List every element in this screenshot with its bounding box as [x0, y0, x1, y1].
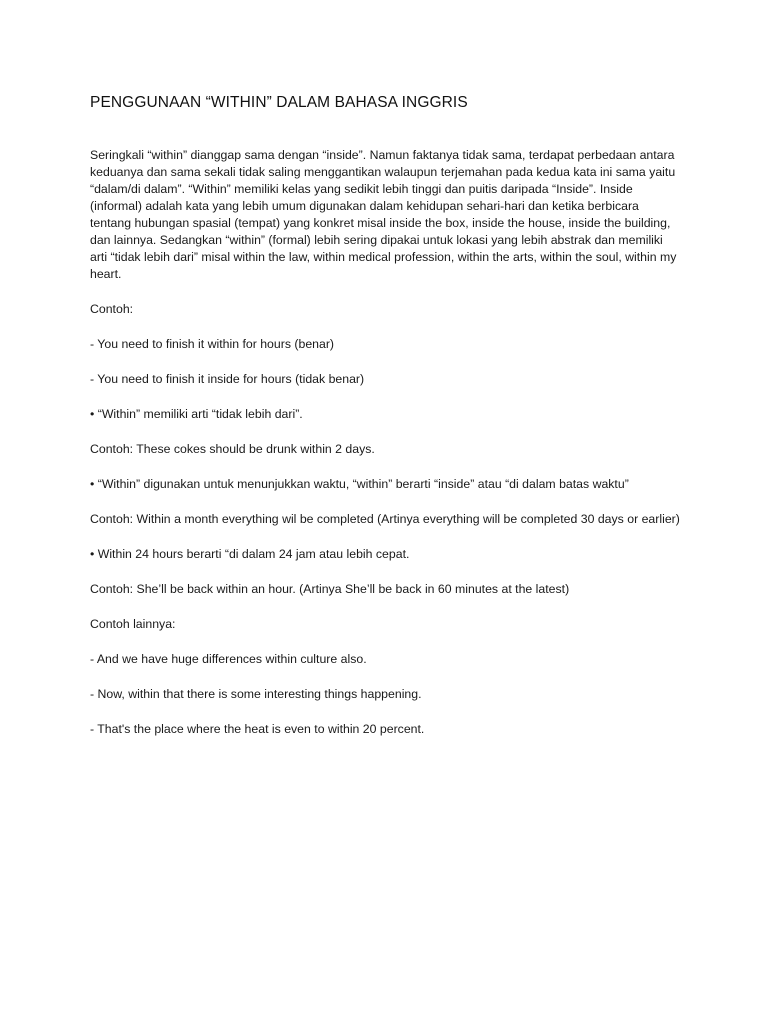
other-example-culture: - And we have huge differences within culture also. — [90, 652, 367, 666]
intro-paragraph: Seringkali “within” dianggap sama dengan “inside”. Namun faktanya tidak sama, terdapat perbedaan antara keduanya dan sama sekali tidak saling menggantikan walaupun terjemahan pada kedua kata ini sama yaitu “dalam/di dalam”. “Within” memiliki kelas yang sedikit lebih tinggi dan puitis daripada “Inside”. Inside (informal) adalah kata yang lebih umum digunakan dalam kehidupan sehari-hari dan ketika berbicara tentang hubungan spasial (tempat) yang konkret misal inside the box, inside the house, inside the building, dan lainnya. Sedangkan “within” (formal) lebih sering dipakai untuk lokasi yang lebih abstrak dan memiliki arti “tidak lebih dari” misal within the law, within medical profession, within the arts, within the soul, within my heart. — [90, 148, 677, 281]
example-hour: Contoh: She’ll be back within an hour. (Artinya She’ll be back in 60 minutes at the latest) — [90, 582, 570, 596]
bullet-time: • “Within” digunakan untuk menunjukkan waktu, “within” berarti “inside” atau “di dalam batas waktu” — [90, 477, 629, 491]
example-month: Contoh: Within a month everything wil be completed (Artinya everything will be completed 30 days or earlier) — [90, 512, 680, 526]
example-incorrect: - You need to finish it inside for hours (tidak benar) — [90, 372, 365, 386]
example-heading: Contoh: — [90, 302, 134, 316]
example-cokes: Contoh: These cokes should be drunk within 2 days. — [90, 442, 375, 456]
other-example-happening: - Now, within that there is some interesting things happening. — [90, 687, 422, 701]
other-examples-heading: Contoh lainnya: — [90, 617, 176, 631]
other-example-heat: - That's the place where the heat is even to within 20 percent. — [90, 722, 425, 736]
document-title: PENGGUNAAN “WITHIN” DALAM BAHASA INGGRIS — [90, 94, 468, 111]
document-body — [90, 93, 682, 738]
bullet-meaning: • “Within” memiliki arti “tidak lebih dari”. — [90, 407, 303, 421]
bullet-24-hours: • Within 24 hours berarti “di dalam 24 jam atau lebih cepat. — [90, 547, 410, 561]
example-correct: - You need to finish it within for hours (benar) — [90, 337, 335, 351]
